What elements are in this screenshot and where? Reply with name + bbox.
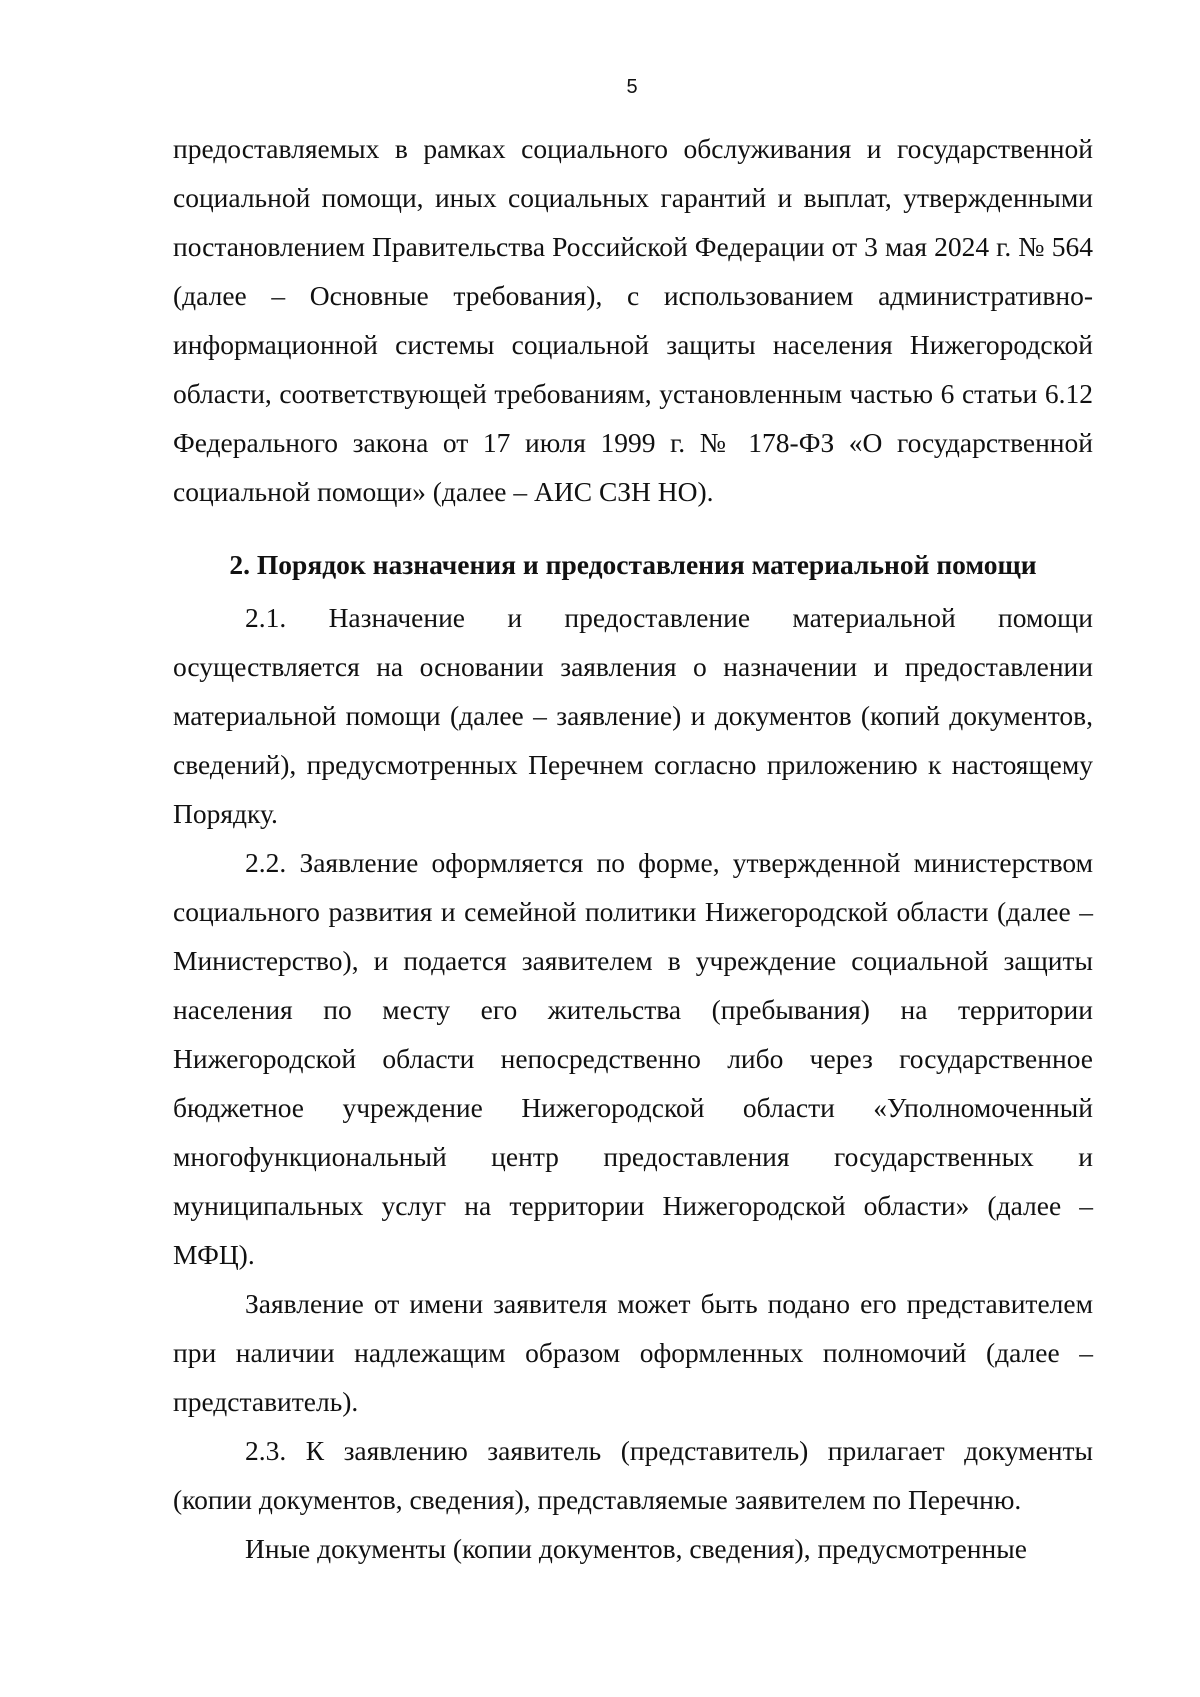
section-heading: 2. Порядок назначения и предоставления материальной помощи [229, 549, 1037, 580]
paragraph-representative: Заявление от имени заявителя может быть подано его представителем при наличии надлежащим образом оформленных полномочий (далее – представитель). [173, 1288, 1093, 1417]
page-number: 5 [626, 76, 638, 98]
paragraph-other-documents: Иные документы (копии документов, сведения), предусмотренные [245, 1533, 1027, 1564]
paragraph-intro: предоставляемых в рамках социального обслуживания и государственной социальной помощи, иных социальных гарантий и выплат, утвержденными постановлением Правительства Российской Федерации от 3 мая 2024 г. № 564 (далее – Основные требования), с использованием административно-информационной системы социальной защиты населения Нижегородской области, соответствующей требованиям, установленным частью 6 статьи 6.12 Федерального закона от 17 июля 1999 г. № 178-ФЗ «О государственной социальной помощи» (далее – АИС СЗН НО). [173, 133, 1093, 507]
paragraph-2-2: 2.2. Заявление оформляется по форме, утвержденной министерством социального развития и семейной политики Нижегородской области (далее – Министерство), и подается заявителем в учреждение социальной защиты населения по месту его жительства (пребывания) на территории Нижегородской области непосредственно либо через государственное бюджетное учреждение Нижегородской области «Уполномоченный многофункциональный центр предоставления государственных и муниципальных услуг на территории Нижегородской области» (далее – МФЦ). [173, 847, 1093, 1270]
paragraph-2-1: 2.1. Назначение и предоставление материальной помощи осуществляется на основании заявления о назначении и предоставлении материальной помощи (далее – заявление) и документов (копий документов, сведений), предусмотренных Перечнем согласно приложению к настоящему Порядку. [173, 602, 1093, 829]
paragraph-2-3: 2.3. К заявлению заявитель (представитель) прилагает документы (копии документов, сведения), представляемые заявителем по Перечню. [173, 1435, 1093, 1515]
document-body [173, 124, 1093, 1573]
